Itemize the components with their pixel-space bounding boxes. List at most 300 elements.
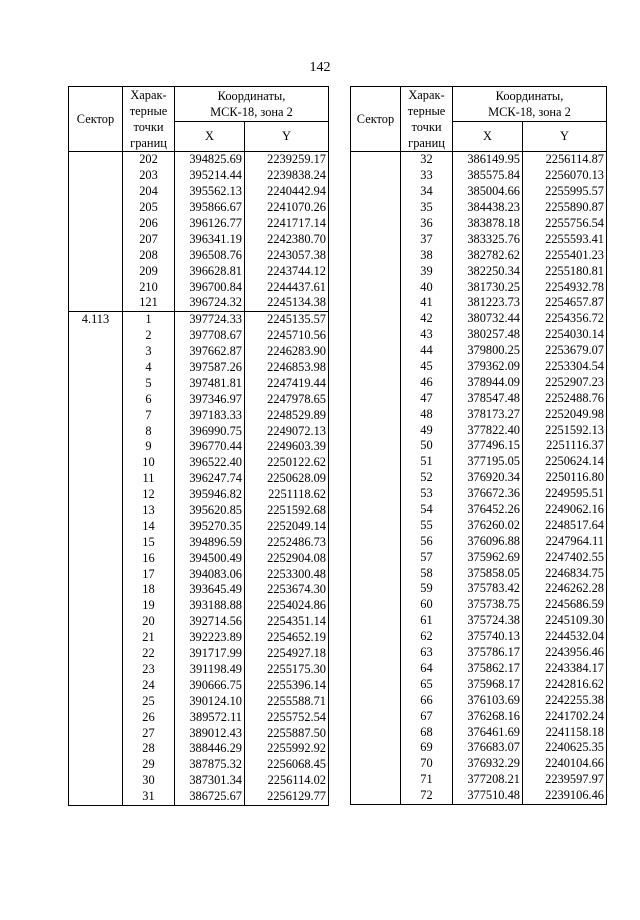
point-cell: 16 bbox=[123, 550, 175, 566]
x-cell: 397587.26 bbox=[175, 360, 245, 376]
table-row bbox=[69, 184, 329, 200]
sector-cell bbox=[69, 598, 123, 614]
sector-cell bbox=[69, 279, 123, 295]
x-cell: 380257.48 bbox=[453, 327, 523, 343]
sector-cell bbox=[69, 152, 123, 168]
y-cell: 2240104.66 bbox=[523, 756, 607, 772]
x-cell: 377822.40 bbox=[453, 422, 523, 438]
table-row bbox=[69, 216, 329, 232]
x-cell: 395270.35 bbox=[175, 518, 245, 534]
point-cell: 25 bbox=[123, 693, 175, 709]
table-row bbox=[351, 486, 607, 502]
point-cell: 210 bbox=[123, 279, 175, 295]
table-row bbox=[351, 517, 607, 533]
x-cell: 395562.13 bbox=[175, 184, 245, 200]
x-cell: 396247.74 bbox=[175, 471, 245, 487]
x-cell: 381223.73 bbox=[453, 295, 523, 311]
y-cell: 2253674.30 bbox=[245, 582, 329, 598]
point-cell: 41 bbox=[401, 295, 453, 311]
table-row bbox=[351, 311, 607, 327]
sector-cell bbox=[351, 311, 401, 327]
y-cell: 2256068.45 bbox=[245, 757, 329, 773]
sector-cell bbox=[351, 788, 401, 804]
x-cell: 379362.09 bbox=[453, 359, 523, 375]
y-cell: 2255588.71 bbox=[245, 693, 329, 709]
x-cell: 377496.15 bbox=[453, 438, 523, 454]
table-row bbox=[69, 614, 329, 630]
y-cell: 2254927.18 bbox=[245, 646, 329, 662]
sector-cell bbox=[69, 168, 123, 184]
x-cell: 395866.67 bbox=[175, 200, 245, 216]
point-cell: 52 bbox=[401, 470, 453, 486]
y-cell: 2249062.16 bbox=[523, 502, 607, 518]
table-row bbox=[351, 613, 607, 629]
y-cell: 2243744.12 bbox=[245, 263, 329, 279]
point-cell: 209 bbox=[123, 263, 175, 279]
table-row bbox=[69, 360, 329, 376]
y-cell: 2250628.09 bbox=[245, 471, 329, 487]
sector-cell bbox=[351, 168, 401, 184]
point-cell: 207 bbox=[123, 231, 175, 247]
sector-cell bbox=[69, 407, 123, 423]
point-cell: 55 bbox=[401, 517, 453, 533]
point-cell: 5 bbox=[123, 375, 175, 391]
x-cell: 394500.49 bbox=[175, 550, 245, 566]
y-cell: 2252486.73 bbox=[245, 534, 329, 550]
sector-cell bbox=[351, 438, 401, 454]
sector-cell bbox=[69, 439, 123, 455]
y-cell: 2254356.72 bbox=[523, 311, 607, 327]
left-coordinates-table bbox=[68, 86, 329, 806]
y-cell: 2255175.30 bbox=[245, 662, 329, 678]
x-cell: 387875.32 bbox=[175, 757, 245, 773]
sector-cell bbox=[69, 263, 123, 279]
point-cell: 20 bbox=[123, 614, 175, 630]
sector-cell bbox=[69, 566, 123, 582]
y-cell: 2252488.76 bbox=[523, 390, 607, 406]
sector-cell bbox=[69, 455, 123, 471]
y-cell: 2251592.68 bbox=[245, 503, 329, 519]
sector-cell bbox=[351, 359, 401, 375]
point-cell: 28 bbox=[123, 741, 175, 757]
sector-cell bbox=[351, 390, 401, 406]
y-cell: 2247964.11 bbox=[523, 533, 607, 549]
sector-cell bbox=[351, 327, 401, 343]
x-cell: 377510.48 bbox=[453, 788, 523, 804]
x-cell: 375962.69 bbox=[453, 549, 523, 565]
x-cell: 385004.66 bbox=[453, 184, 523, 200]
x-cell: 389572.11 bbox=[175, 709, 245, 725]
table-row bbox=[69, 152, 329, 168]
table-row bbox=[69, 344, 329, 360]
y-cell: 2255887.50 bbox=[245, 725, 329, 741]
y-cell: 2246262.28 bbox=[523, 581, 607, 597]
sector-cell bbox=[351, 613, 401, 629]
x-cell: 396126.77 bbox=[175, 216, 245, 232]
sector-cell bbox=[69, 391, 123, 407]
point-cell: 17 bbox=[123, 566, 175, 582]
y-cell: 2249595.51 bbox=[523, 486, 607, 502]
table-row bbox=[69, 311, 329, 327]
sector-cell bbox=[351, 549, 401, 565]
sector-cell: 4.113 bbox=[69, 311, 123, 327]
sector-cell bbox=[69, 757, 123, 773]
sector-header: Сектор bbox=[69, 87, 123, 152]
table-row bbox=[69, 391, 329, 407]
x-cell: 393188.88 bbox=[175, 598, 245, 614]
table-row bbox=[351, 676, 607, 692]
point-cell: 37 bbox=[401, 231, 453, 247]
x-cell: 397662.87 bbox=[175, 344, 245, 360]
table-row bbox=[351, 390, 607, 406]
y-cell: 2256129.77 bbox=[245, 789, 329, 805]
point-cell: 10 bbox=[123, 455, 175, 471]
point-cell: 35 bbox=[401, 200, 453, 216]
point-cell: 203 bbox=[123, 168, 175, 184]
point-cell: 14 bbox=[123, 518, 175, 534]
sector-cell bbox=[351, 692, 401, 708]
point-cell: 67 bbox=[401, 708, 453, 724]
point-cell: 64 bbox=[401, 661, 453, 677]
point-cell: 22 bbox=[123, 646, 175, 662]
sector-cell bbox=[351, 629, 401, 645]
point-cell: 6 bbox=[123, 391, 175, 407]
table-row bbox=[351, 184, 607, 200]
table-row bbox=[69, 630, 329, 646]
table-row bbox=[351, 343, 607, 359]
y-cell: 2255396.14 bbox=[245, 677, 329, 693]
sector-cell bbox=[69, 487, 123, 503]
table-row bbox=[69, 455, 329, 471]
table-row bbox=[69, 328, 329, 344]
x-cell: 393645.49 bbox=[175, 582, 245, 598]
y-cell: 2247978.65 bbox=[245, 391, 329, 407]
sector-cell bbox=[351, 486, 401, 502]
point-cell: 68 bbox=[401, 724, 453, 740]
point-cell: 8 bbox=[123, 423, 175, 439]
points-header: Харак- терные точки границ bbox=[401, 87, 453, 152]
sector-cell bbox=[351, 565, 401, 581]
point-cell: 50 bbox=[401, 438, 453, 454]
points-header: Харак- терные точки границ bbox=[123, 87, 175, 152]
sector-cell bbox=[69, 582, 123, 598]
table-row bbox=[351, 279, 607, 295]
x-cell: 375862.17 bbox=[453, 661, 523, 677]
point-cell: 12 bbox=[123, 487, 175, 503]
table-row bbox=[69, 598, 329, 614]
y-cell: 2239597.97 bbox=[523, 772, 607, 788]
y-cell: 2252049.14 bbox=[245, 518, 329, 534]
table-row bbox=[69, 773, 329, 789]
table-row bbox=[69, 407, 329, 423]
x-cell: 375968.17 bbox=[453, 676, 523, 692]
x-cell: 384438.23 bbox=[453, 200, 523, 216]
table-row bbox=[69, 550, 329, 566]
right-table-body bbox=[351, 152, 607, 805]
table-row bbox=[69, 279, 329, 295]
sector-cell bbox=[69, 328, 123, 344]
table-row bbox=[351, 438, 607, 454]
sector-cell bbox=[351, 470, 401, 486]
table-row bbox=[351, 597, 607, 613]
y-cell: 2248517.64 bbox=[523, 517, 607, 533]
x-cell: 396770.44 bbox=[175, 439, 245, 455]
x-cell: 386725.67 bbox=[175, 789, 245, 805]
x-cell: 376103.69 bbox=[453, 692, 523, 708]
sector-header: Сектор bbox=[351, 87, 401, 152]
table-row bbox=[69, 423, 329, 439]
point-cell: 53 bbox=[401, 486, 453, 502]
y-cell: 2245686.59 bbox=[523, 597, 607, 613]
point-cell: 15 bbox=[123, 534, 175, 550]
point-cell: 45 bbox=[401, 359, 453, 375]
point-cell: 59 bbox=[401, 581, 453, 597]
y-cell: 2255992.92 bbox=[245, 741, 329, 757]
y-header: Y bbox=[523, 121, 607, 151]
x-cell: 385575.84 bbox=[453, 168, 523, 184]
x-cell: 396628.81 bbox=[175, 263, 245, 279]
point-cell: 38 bbox=[401, 247, 453, 263]
table-row bbox=[69, 662, 329, 678]
sector-cell bbox=[69, 534, 123, 550]
y-cell: 2254657.87 bbox=[523, 295, 607, 311]
y-cell: 2255593.41 bbox=[523, 231, 607, 247]
sector-cell bbox=[351, 263, 401, 279]
y-cell: 2250122.62 bbox=[245, 455, 329, 471]
table-row bbox=[69, 741, 329, 757]
y-cell: 2252049.98 bbox=[523, 406, 607, 422]
sector-cell bbox=[69, 789, 123, 805]
sector-cell bbox=[351, 533, 401, 549]
table-header bbox=[351, 87, 607, 152]
y-cell: 2247402.55 bbox=[523, 549, 607, 565]
sector-cell bbox=[69, 630, 123, 646]
x-cell: 391717.99 bbox=[175, 646, 245, 662]
right-coordinates-table bbox=[350, 86, 607, 805]
table-row bbox=[69, 534, 329, 550]
x-cell: 394825.69 bbox=[175, 152, 245, 168]
point-cell: 24 bbox=[123, 677, 175, 693]
x-cell: 377195.05 bbox=[453, 454, 523, 470]
y-cell: 2246853.98 bbox=[245, 360, 329, 376]
x-cell: 376096.88 bbox=[453, 533, 523, 549]
sector-cell bbox=[69, 773, 123, 789]
table-row bbox=[351, 327, 607, 343]
sector-cell bbox=[69, 200, 123, 216]
table-row bbox=[351, 168, 607, 184]
point-cell: 54 bbox=[401, 502, 453, 518]
sector-cell bbox=[69, 184, 123, 200]
x-header: X bbox=[175, 121, 245, 151]
x-cell: 397481.81 bbox=[175, 375, 245, 391]
point-cell: 208 bbox=[123, 247, 175, 263]
y-cell: 2250116.80 bbox=[523, 470, 607, 486]
table-row bbox=[351, 454, 607, 470]
table-row bbox=[351, 359, 607, 375]
table-row bbox=[69, 677, 329, 693]
point-cell: 29 bbox=[123, 757, 175, 773]
sector-cell bbox=[351, 645, 401, 661]
y-cell: 2255890.87 bbox=[523, 200, 607, 216]
y-cell: 2255995.57 bbox=[523, 184, 607, 200]
point-cell: 61 bbox=[401, 613, 453, 629]
y-cell: 2253300.48 bbox=[245, 566, 329, 582]
x-cell: 378173.27 bbox=[453, 406, 523, 422]
x-cell: 396522.40 bbox=[175, 455, 245, 471]
table-row bbox=[69, 439, 329, 455]
x-cell: 376452.26 bbox=[453, 502, 523, 518]
point-cell: 27 bbox=[123, 725, 175, 741]
sector-cell bbox=[69, 677, 123, 693]
sector-cell bbox=[351, 772, 401, 788]
x-cell: 397346.97 bbox=[175, 391, 245, 407]
point-cell: 51 bbox=[401, 454, 453, 470]
table-row bbox=[69, 693, 329, 709]
table-row bbox=[351, 247, 607, 263]
sector-cell bbox=[69, 375, 123, 391]
table-row bbox=[69, 789, 329, 805]
sector-cell bbox=[351, 295, 401, 311]
table-row bbox=[351, 756, 607, 772]
table-row bbox=[69, 725, 329, 741]
point-cell: 121 bbox=[123, 295, 175, 311]
point-cell: 47 bbox=[401, 390, 453, 406]
table-header bbox=[69, 87, 329, 152]
sector-cell bbox=[69, 503, 123, 519]
table-row bbox=[351, 200, 607, 216]
sector-cell bbox=[351, 724, 401, 740]
point-cell: 40 bbox=[401, 279, 453, 295]
y-cell: 2251116.37 bbox=[523, 438, 607, 454]
y-cell: 2240442.94 bbox=[245, 184, 329, 200]
x-cell: 375786.17 bbox=[453, 645, 523, 661]
x-cell: 376268.16 bbox=[453, 708, 523, 724]
sector-cell bbox=[351, 676, 401, 692]
y-cell: 2239259.17 bbox=[245, 152, 329, 168]
table-row bbox=[351, 216, 607, 232]
sector-cell bbox=[351, 279, 401, 295]
table-row bbox=[351, 231, 607, 247]
y-cell: 2243956.46 bbox=[523, 645, 607, 661]
point-cell: 205 bbox=[123, 200, 175, 216]
sector-cell bbox=[69, 344, 123, 360]
y-cell: 2253304.54 bbox=[523, 359, 607, 375]
point-cell: 26 bbox=[123, 709, 175, 725]
sector-cell bbox=[69, 295, 123, 311]
sector-cell bbox=[69, 471, 123, 487]
y-cell: 2254024.86 bbox=[245, 598, 329, 614]
y-cell: 2255752.54 bbox=[245, 709, 329, 725]
table-row bbox=[351, 565, 607, 581]
sector-cell bbox=[351, 740, 401, 756]
point-cell: 202 bbox=[123, 152, 175, 168]
point-cell: 48 bbox=[401, 406, 453, 422]
y-cell: 2252907.23 bbox=[523, 374, 607, 390]
y-cell: 2255180.81 bbox=[523, 263, 607, 279]
sector-cell bbox=[69, 216, 123, 232]
sector-cell bbox=[351, 406, 401, 422]
table-row bbox=[69, 231, 329, 247]
coordinates-header: Координаты, МСК-18, зона 2 bbox=[453, 87, 607, 122]
point-cell: 70 bbox=[401, 756, 453, 772]
table-row bbox=[351, 502, 607, 518]
x-cell: 388446.29 bbox=[175, 741, 245, 757]
y-cell: 2256070.13 bbox=[523, 168, 607, 184]
sector-cell bbox=[351, 661, 401, 677]
table-row bbox=[69, 566, 329, 582]
x-cell: 383878.18 bbox=[453, 216, 523, 232]
y-cell: 2241158.18 bbox=[523, 724, 607, 740]
y-cell: 2249072.13 bbox=[245, 423, 329, 439]
sector-cell bbox=[69, 247, 123, 263]
x-cell: 376461.69 bbox=[453, 724, 523, 740]
y-cell: 2239838.24 bbox=[245, 168, 329, 184]
y-cell: 2241702.24 bbox=[523, 708, 607, 724]
x-cell: 379800.25 bbox=[453, 343, 523, 359]
y-cell: 2245135.57 bbox=[245, 311, 329, 327]
table-row bbox=[69, 168, 329, 184]
table-row bbox=[351, 295, 607, 311]
sector-cell bbox=[69, 423, 123, 439]
y-cell: 2241717.14 bbox=[245, 216, 329, 232]
point-cell: 63 bbox=[401, 645, 453, 661]
sector-cell bbox=[351, 184, 401, 200]
x-cell: 389012.43 bbox=[175, 725, 245, 741]
point-cell: 36 bbox=[401, 216, 453, 232]
table-row bbox=[351, 645, 607, 661]
y-cell: 2242816.62 bbox=[523, 676, 607, 692]
point-cell: 71 bbox=[401, 772, 453, 788]
y-cell: 2244437.61 bbox=[245, 279, 329, 295]
x-cell: 383325.76 bbox=[453, 231, 523, 247]
x-cell: 378944.09 bbox=[453, 374, 523, 390]
point-cell: 44 bbox=[401, 343, 453, 359]
point-cell: 60 bbox=[401, 597, 453, 613]
point-cell: 4 bbox=[123, 360, 175, 376]
point-cell: 66 bbox=[401, 692, 453, 708]
point-cell: 39 bbox=[401, 263, 453, 279]
table-row bbox=[351, 549, 607, 565]
table-row bbox=[351, 406, 607, 422]
point-cell: 65 bbox=[401, 676, 453, 692]
page-number: 142 bbox=[309, 60, 331, 75]
y-cell: 2245134.38 bbox=[245, 295, 329, 311]
x-cell: 390124.10 bbox=[175, 693, 245, 709]
x-cell: 395620.85 bbox=[175, 503, 245, 519]
table-row bbox=[351, 581, 607, 597]
y-cell: 2256114.87 bbox=[523, 152, 607, 168]
sector-cell bbox=[69, 662, 123, 678]
point-cell: 32 bbox=[401, 152, 453, 168]
x-cell: 387301.34 bbox=[175, 773, 245, 789]
point-cell: 18 bbox=[123, 582, 175, 598]
table-row bbox=[351, 533, 607, 549]
x-cell: 378547.48 bbox=[453, 390, 523, 406]
x-cell: 382782.62 bbox=[453, 247, 523, 263]
table-row bbox=[351, 692, 607, 708]
table-row bbox=[351, 661, 607, 677]
y-cell: 2239106.46 bbox=[523, 788, 607, 804]
y-cell: 2253679.07 bbox=[523, 343, 607, 359]
x-cell: 395214.44 bbox=[175, 168, 245, 184]
left-table-body bbox=[69, 152, 329, 806]
y-cell: 2254652.19 bbox=[245, 630, 329, 646]
sector-cell bbox=[69, 709, 123, 725]
point-cell: 7 bbox=[123, 407, 175, 423]
y-cell: 2242255.38 bbox=[523, 692, 607, 708]
table-row bbox=[351, 152, 607, 168]
table-row bbox=[69, 375, 329, 391]
